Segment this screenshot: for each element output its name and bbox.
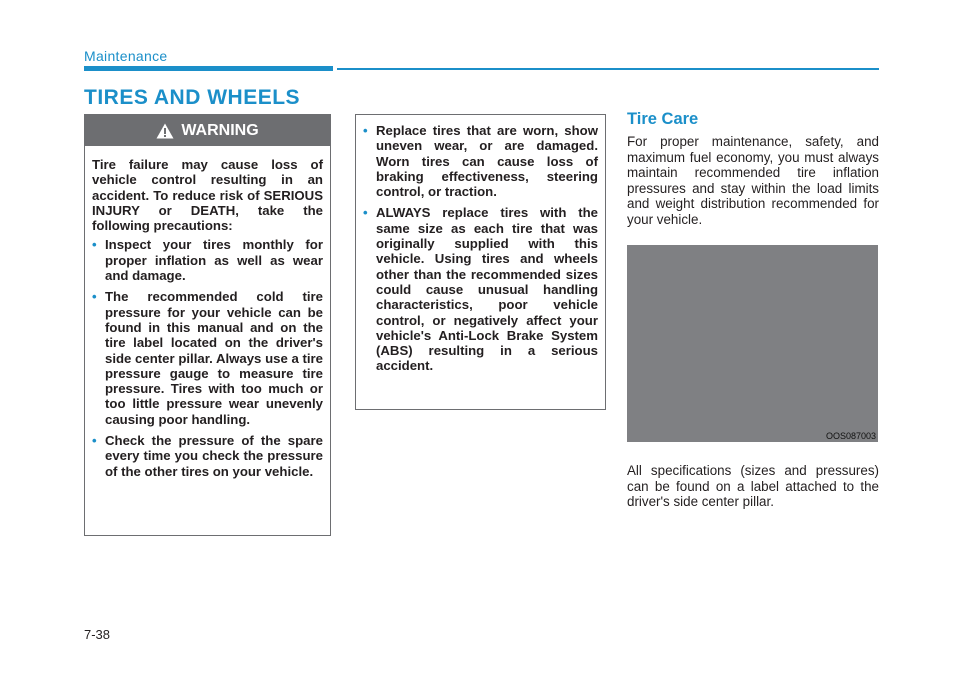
warning-bullet-text: The recommended cold tire pressure for your vehicle can be found in this manual and on the tire label located on the driver's side center pillar. Always use a tire pressure gauge to measure tire pressure. Tires with too much or too little pressure wear unevenly causing poor handling.: [105, 289, 323, 427]
warning-body: [85, 146, 330, 479]
warning-header: [85, 115, 330, 146]
page-number: 7-38: [84, 627, 111, 642]
warning-bullet-text: Replace tires that are worn, show uneven wear, or are damaged. Worn tires can cause loss of braking effectiveness, steering control, or traction.: [376, 123, 598, 200]
bullet-icon: •: [363, 123, 368, 138]
header-rule-thick: [84, 66, 333, 71]
tire-label-figure: [627, 245, 878, 442]
warning-label: WARNING: [181, 121, 259, 139]
warning-intro: Tire failure may cause loss of vehicle control resulting in an accident. To reduce risk of SERIOUS INJURY or DEATH, take the following precautions:: [92, 157, 323, 234]
warning-triangle-icon: [156, 123, 174, 139]
tire-care-heading: Tire Care: [627, 110, 699, 128]
specifications-paragraph: All specifications (sizes and pressures) can be found on a label attached to the driver's side center pillar.: [627, 463, 879, 510]
warning-box: [84, 114, 331, 536]
page-title: TIRES AND WHEELS: [84, 86, 301, 109]
warning-bullet-text: ALWAYS replace tires with the same size as each tire that was originally supplied with this vehicle. Using tires and wheels other than the recommended sizes could cause unusual handling characteristics, poor vehicle control, or negatively affect your vehicle's Anti-Lock Brake System (ABS) resulting in a serious accident.: [376, 205, 598, 374]
warning-continued-box: [355, 114, 606, 410]
warning-bullet: [363, 205, 598, 373]
section-label: Maintenance: [84, 48, 168, 64]
bullet-icon: •: [363, 205, 368, 221]
warning-bullet: [92, 289, 323, 427]
warning-bullet: [363, 123, 598, 199]
warning-bullet-text: Check the pressure of the spare every time you check the pressure of the other tires on your vehicle.: [105, 433, 323, 479]
warning-bullet-text: Inspect your tires monthly for proper inflation as well as wear and damage.: [105, 237, 323, 284]
warning-continued-list: [363, 123, 598, 374]
figure-code: OOS087003: [825, 431, 876, 441]
bullet-icon: •: [92, 433, 97, 449]
warning-bullet-list: [92, 237, 323, 478]
bullet-icon: •: [92, 237, 97, 253]
bullet-icon: •: [92, 289, 97, 305]
header-rule-thin: [337, 68, 879, 70]
warning-bullet: [92, 237, 323, 283]
tire-care-paragraph: For proper maintenance, safety, and maximum fuel economy, you must always maintain recommended tire inflation pressures and stay within the load limits and weight distribution recommended for your vehicle.: [627, 134, 879, 227]
warning-bullet: [92, 433, 323, 479]
